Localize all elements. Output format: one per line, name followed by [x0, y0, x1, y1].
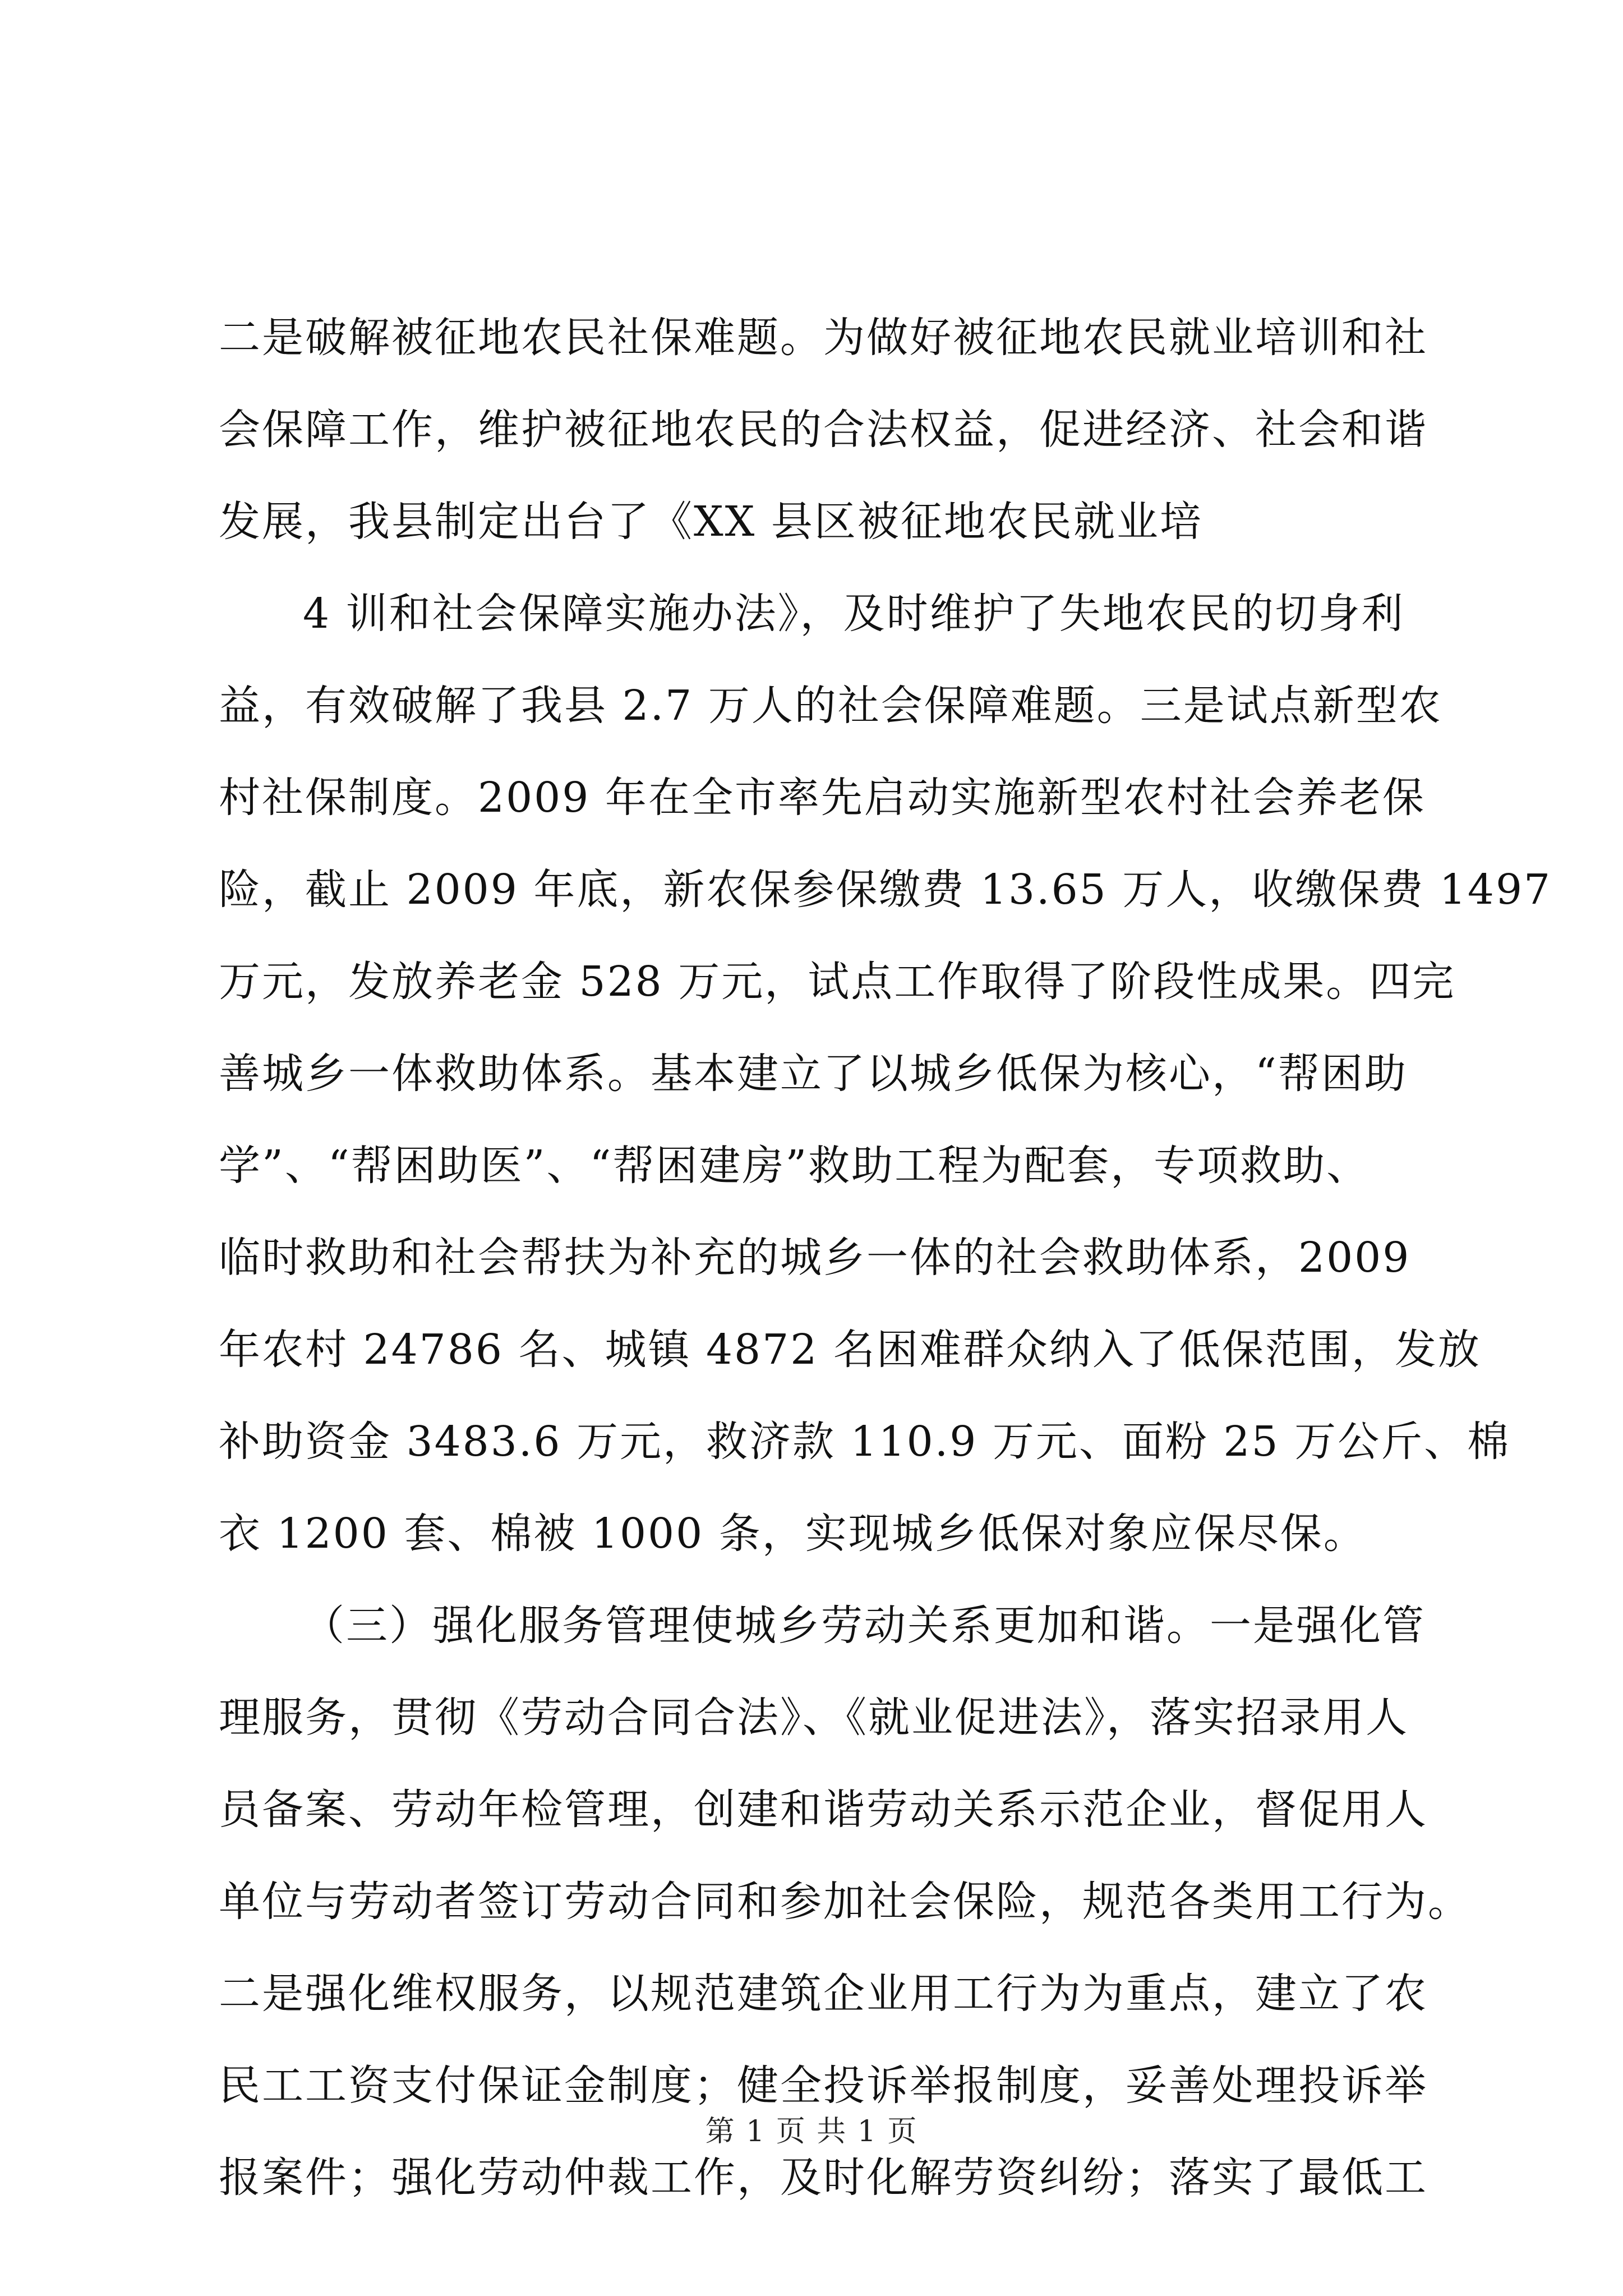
- text-line: 万元，发放养老金 528 万元，试点工作取得了阶段性成果。四完: [219, 958, 1456, 1006]
- text-line: 二是强化维权服务，以规范建筑企业用工行为为重点，建立了农: [219, 1970, 1428, 2018]
- text-line: 衣 1200 套、棉被 1000 条，实现城乡低保对象应保尽保。: [219, 1510, 1367, 1558]
- text-line: 单位与劳动者签订劳动合同和参加社会保险，规范各类用工行为。: [219, 1878, 1471, 1926]
- body-text: [219, 292, 1552, 2224]
- text-line: 补助资金 3483.6 万元，救济款 110.9 万元、面粉 25 万公斤、棉: [219, 1418, 1511, 1466]
- page-footer: [0, 2109, 1623, 2154]
- text-line: 善城乡一体救助体系。基本建立了以城乡低保为核心，“帮困助: [219, 1050, 1408, 1098]
- text-line: （三）强化服务管理使城乡劳动关系更加和谐。一是强化管: [303, 1602, 1426, 1650]
- text-line: 报案件；强化劳动仲裁工作，及时化解劳资纠纷；落实了最低工: [219, 2154, 1428, 2202]
- text-line: 学”、“帮困助医”、“帮困建房”救助工程为配套，专项救助、: [219, 1142, 1370, 1190]
- text-line: 益，有效破解了我县 2.7 万人的社会保障难题。三是试点新型农: [219, 682, 1442, 730]
- text-line: 村社保制度。2009 年在全市率先启动实施新型农村社会养老保: [219, 774, 1426, 822]
- text-line: 民工工资支付保证金制度；健全投诉举报制度，妥善处理投诉举: [219, 2062, 1428, 2110]
- text-line: 会保障工作，维护被征地农民的合法权益，促进经济、社会和谐: [219, 406, 1428, 454]
- text-line: 临时救助和社会帮扶为补充的城乡一体的社会救助体系，2009: [219, 1234, 1411, 1282]
- text-line: 4 训和社会保障实施办法》，及时维护了失地农民的切身利: [303, 590, 1405, 638]
- text-line: 理服务，贯彻《劳动合同合法》、《就业促进法》，落实招录用人: [219, 1694, 1409, 1742]
- text-line: 员备案、劳动年检管理，创建和谐劳动关系示范企业，督促用人: [219, 1786, 1428, 1834]
- text-line: 二是破解被征地农民社保难题。为做好被征地农民就业培训和社: [219, 314, 1428, 362]
- page-number-label: 第 1 页 共 1 页: [705, 2115, 918, 2148]
- text-line: 发展，我县制定出台了《XX 县区被征地农民就业培: [219, 498, 1203, 546]
- text-line: 年农村 24786 名、城镇 4872 名困难群众纳入了低保范围，发放: [219, 1326, 1481, 1374]
- text-line: 险，截止 2009 年底，新农保参保缴费 13.65 万人，收缴保费 1497: [219, 866, 1552, 914]
